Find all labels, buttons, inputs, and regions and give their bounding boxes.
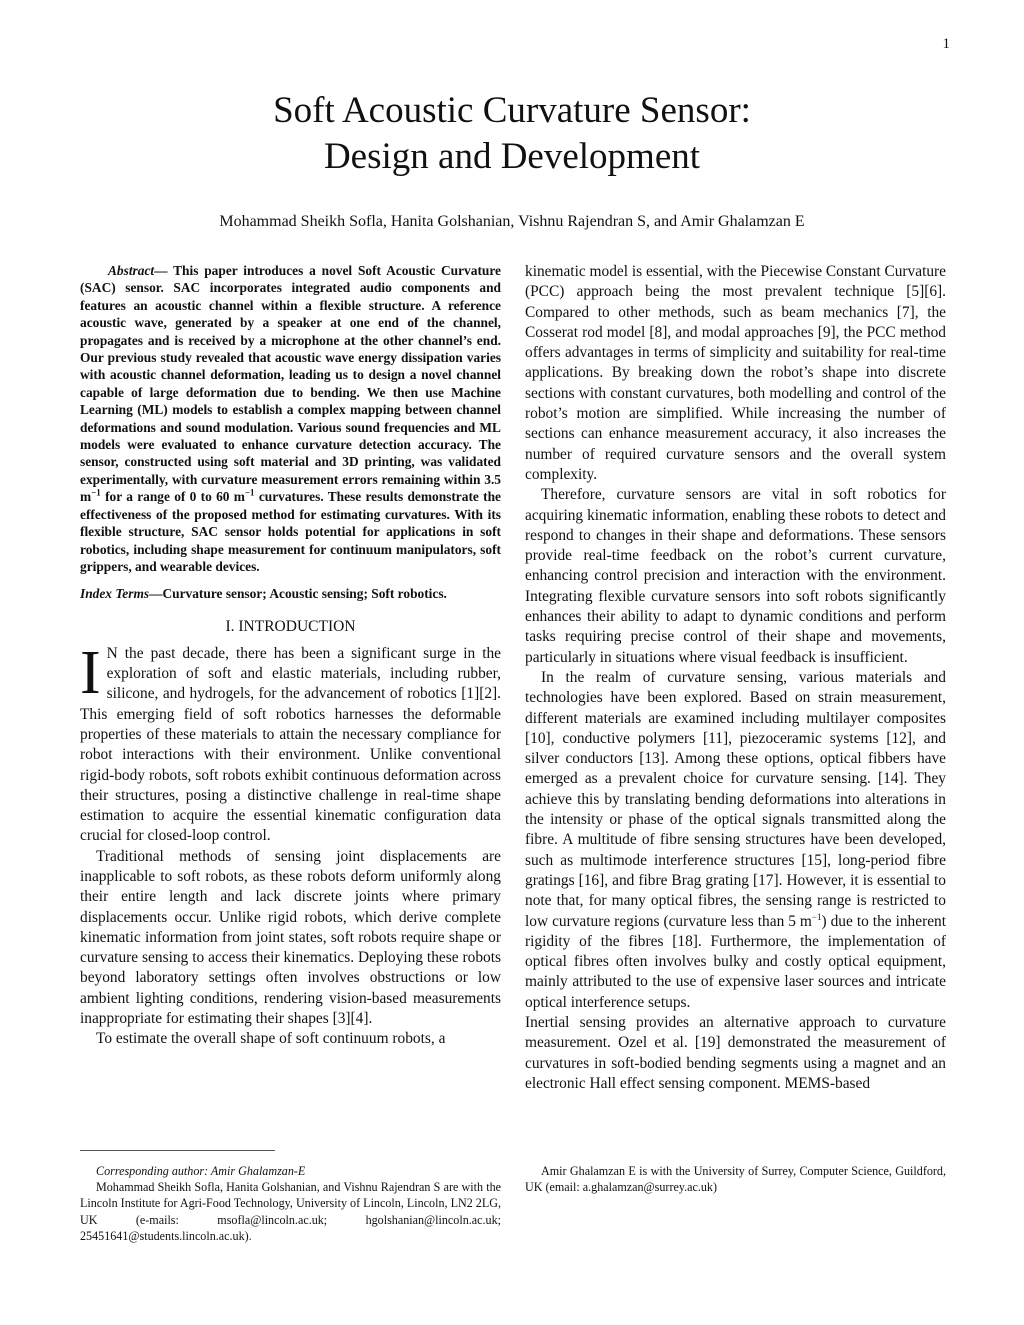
intro-paragraph-1-text: N the past decade, there has been a significant surge in the exploration of soft and elastic materials, including rubber, silicone, and hydrogels, for the advancement of robotics [1][2]. This emerging field of soft robotics harnesses the deformable properties of these materials to attain the necessary compliance for robot interactions with their environment. Unlike conventional rigid-body robots, soft robots exhibit continuous deformation across their structures, posing a distinctive challenge in real-time shape estimation to acquire the essential kinematic configuration data crucial for closed-loop control. xyxy=(80,644,501,845)
footnote-divider xyxy=(80,1150,275,1151)
title-line-2: Design and Development xyxy=(323,136,701,177)
intro-paragraph-3: To estimate the overall shape of soft continuum robots, a xyxy=(96,1030,446,1048)
abstract-text: — This paper introduces a novel Soft Acoustic Curvature (SAC) sensor. SAC incorporates integrated audio components and features an acoustic channel within a flexible structure. A reference acoustic wave, generated by a speaker at one end of the channel, propagates and is received by a microphone at the other channel’s end. Our previous study revealed that acoustic wave energy dissipation varies with acoustic channel deformation, leading us to design a novel channel capable of large deformation due to bending. We then use Machine Learning (ML) models to establish a complex mapping between channel deformations and sound modulation. Various sound frequencies and ML models were evaluated to enhance curvature detection accuracy. The sensor, constructed using soft material and 3D printing, was validated experimentally, with curvature measurement errors remaining within 3.5 m xyxy=(80,263,501,505)
right-paragraph-3-text: In the realm of curvature sensing, various materials and technologies have been explored. Based on strain measurement, different materials are examined including multilayer composites [10], conductive polymers [11], piezoceramic systems [12], and silver conductors [13]. Among these options, optical fibbers have emerged as a prevalent choice for curvature sensing. [14]. They achieve this by translating bending deformations into alterations in the intensity or phase of the optical signals transmitted along the fibre. A multitude of fibre sensing structures have been developed, such as multimode interference structures [15], long-period fibre gratings [16], and fibre Brag grating [17]. However, it is essential to note that, for many optical fibres, the sensing range is restricted to low curvature regions (curvature less than 5 m xyxy=(525,668,946,930)
affiliation-note-right: Amir Ghalamzan E is with the University of Surrey, Computer Science, Guildford, UK (email: a.ghalamzan@surrey.ac.uk) xyxy=(525,1164,946,1195)
drop-cap: I xyxy=(80,638,101,707)
author-list: Mohammad Sheikh Sofla, Hanita Golshanian, Vishnu Rajendran S, and Amir Ghalamzan E xyxy=(219,213,805,230)
right-paragraph-4: Inertial sensing provides an alternative approach to curvature measurement. Ozel et al. [19] demonstrated the measurement of curvatures in soft-bodied bending segments using a magnet and an electronic Hall effect sensing component. MEMS-based xyxy=(525,1013,946,1092)
abstract-text-2: for a range of 0 to 60 m xyxy=(100,489,245,505)
abstract-label: Abstract xyxy=(108,263,155,278)
index-terms-label: Index Terms xyxy=(80,586,150,602)
left-column xyxy=(80,262,501,1050)
right-paragraph-1: kinematic model is essential, with the Piecewise Constant Curvature (PCC) approach being the most prevalent technique [5][6]. Compared to other methods, such as beam mechanics [7], the Cosserat rod model [8], and modal approaches [9], the PCC method offers advantages in terms of simplicity and suitability for real-time applications. By breaking down the robot’s shape into discrete sections with constant curvatures, both modelling and control of the robot’s motion are simplified. While increasing the number of sections can enhance measurement accuracy, it also increases the number of required curvature sensors and the overall system complexity. xyxy=(525,263,947,483)
corresponding-author-note: Corresponding author: Amir Ghalamzan-E xyxy=(96,1164,306,1178)
page-number: 1 xyxy=(942,36,950,52)
intro-paragraph-1 xyxy=(80,638,501,847)
footnotes-right xyxy=(525,1163,946,1195)
right-column xyxy=(525,262,946,1094)
abstract xyxy=(80,262,501,575)
right-paragraph-3-sup: −1 xyxy=(811,911,822,922)
right-paragraph-3-rest: ) due to the inherent rigidity of the fibres [18]. Furthermore, the implementation of optical fibres often involves bulky and costly optical equipment, mainly attributed to the use of expensive laser sources and intricate optical interference setups. xyxy=(525,912,947,1011)
right-paragraph-3 xyxy=(525,668,946,1013)
title-line-1: Soft Acoustic Curvature Sensor: xyxy=(273,90,751,131)
abstract-sup-2: −1 xyxy=(244,487,255,498)
abstract-text-3: curvatures. These results demonstrate the effectiveness of the proposed method for estimating curvatures. With its flexible structure, SAC sensor holds potential for applications in soft robotics, including shape measurement for continuum manipulators, soft grippers, and wearable devices. xyxy=(80,489,501,574)
abstract-sup-1: −1 xyxy=(91,487,101,498)
index-terms-text: —Curvature sensor; Acoustic sensing; Soft robotics. xyxy=(149,586,447,602)
intro-paragraph-2: Traditional methods of sensing joint displacements are inapplicable to soft robots, as these robots deform uniformly along their entire length and lack discrete joints where primary displacements occur. Unlike rigid robots, which derive complete kinematic information from joint states, soft robots require shape or curvature sensing to access their kinematics. Deploying these robots beyond laboratory settings often involves obstructions or low ambient lighting conditions, rendering vision-based measurements inappropriate for estimating their shapes [3][4]. xyxy=(80,847,501,1028)
section-heading-introduction: I. INTRODUCTION xyxy=(225,617,356,635)
index-terms xyxy=(80,585,501,602)
paper-title xyxy=(0,88,1024,180)
affiliation-note-left: Mohammad Sheikh Sofla, Hanita Golshanian, and Vishnu Rajendran S are with the Lincoln Institute for Agri-Food Technology, University of Lincoln, Lincoln, LN2 2LG, UK (e-mails: msofla@lincoln.ac.uk; hgolshanian@lincoln.ac.uk; 25451641@students.lincoln.ac.uk). xyxy=(80,1180,501,1243)
footnotes-left xyxy=(80,1163,501,1244)
right-paragraph-2: Therefore, curvature sensors are vital in soft robotics for acquiring kinematic information, enabling these robots to detect and respond to changes in their shape and deformations. These sensors provide real-time feedback on the robot’s current curvature, enhancing control precision and interaction with the environment. Integrating flexible curvature sensors into soft robots significantly enhances their ability to adapt to dynamic conditions and perform tasks requiring precise control of their shape and movements, particularly in situations where visual feedback is insufficient. xyxy=(525,486,946,666)
